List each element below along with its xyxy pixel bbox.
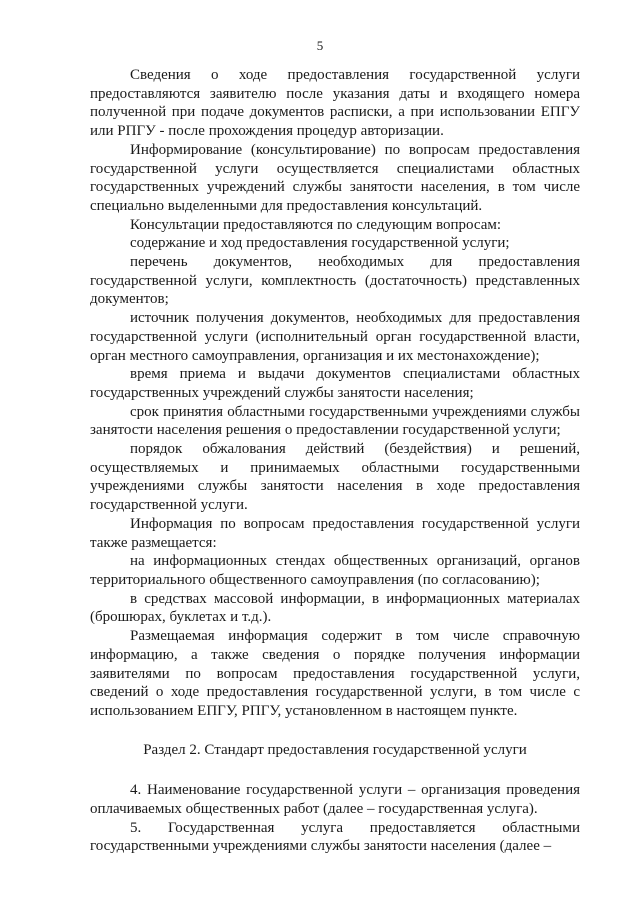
list-item-documents: перечень документов, необходимых для предоставления государственной услуги, комплектность (достаточность) представленных документов; (90, 254, 580, 308)
section-heading: Раздел 2. Стандарт предоставления государственной услуги (143, 741, 527, 758)
list-item-source: источник получения документов, необходимых для предоставления государственной услуги (исполнительный орган государственной власти, орган местного самоуправления, организация и их местонахождение); (90, 310, 580, 364)
list-item-stands: на информационных стендах общественных организаций, органов территориального общественного самоуправления (по согласованию); (90, 553, 580, 588)
list-item-progress: содержание и ход предоставления государственной услуги; (130, 235, 510, 252)
paragraph-consulting: Информирование (консультирование) по вопросам предоставления государственной услуги осуществляется специалистами областных государственных учреждений службы занятости населения, в том числе специально выделенными для предоставления консультаций. (90, 141, 580, 214)
paragraph-status-info: Сведения о ходе предоставления государственной услуги предоставляются заявителю после указания даты и входящего номера полученной при подаче документов расписки, а при использовании ЕПГУ или РПГУ - после прохождения процедур авторизации. (90, 67, 580, 140)
document-body (90, 66, 580, 856)
list-item-time: время приема и выдачи документов специалистами областных государственных учреждений службы занятости населения; (90, 366, 580, 401)
list-item-media: в средствах массовой информации, в информационных материалах (брошюрах, буклетах и т.д.). (90, 590, 580, 626)
list-item-deadline: срок принятия областными государственными учреждениями службы занятости населения решения о предоставлении государственной услуги; (90, 403, 580, 439)
page-number: 5 (316, 38, 324, 53)
paragraph-placed-info: Размещаемая информация содержит в том числе справочную информацию, а также сведения о порядке получения информации заявителями по вопросам предоставления государственной услуги, сведений о ходе предоставления государственной услуги, в том числе с использованием ЕПГУ, РПГУ, установленном в настоящем пункте. (90, 628, 580, 719)
paragraph-info-placement: Информация по вопросам предоставления государственной услуги также размещается: (90, 515, 580, 551)
list-item-appeal: порядок обжалования действий (бездействия) и решений, осуществляемых и принимаемых областными государственными учреждениями службы занятости населения в ходе предоставления государственной услуги. (90, 441, 580, 514)
paragraph-item-4: 4. Наименование государственной услуги – организация проведения оплачиваемых общественных работ (далее – государственная услуга). (90, 782, 580, 818)
paragraph-consult-questions: Консультации предоставляются по следующим вопросам: (130, 216, 502, 233)
paragraph-item-5: 5. Государственная услуга предоставляется областными государственными учреждениями службы занятости населения (далее – (90, 819, 580, 855)
